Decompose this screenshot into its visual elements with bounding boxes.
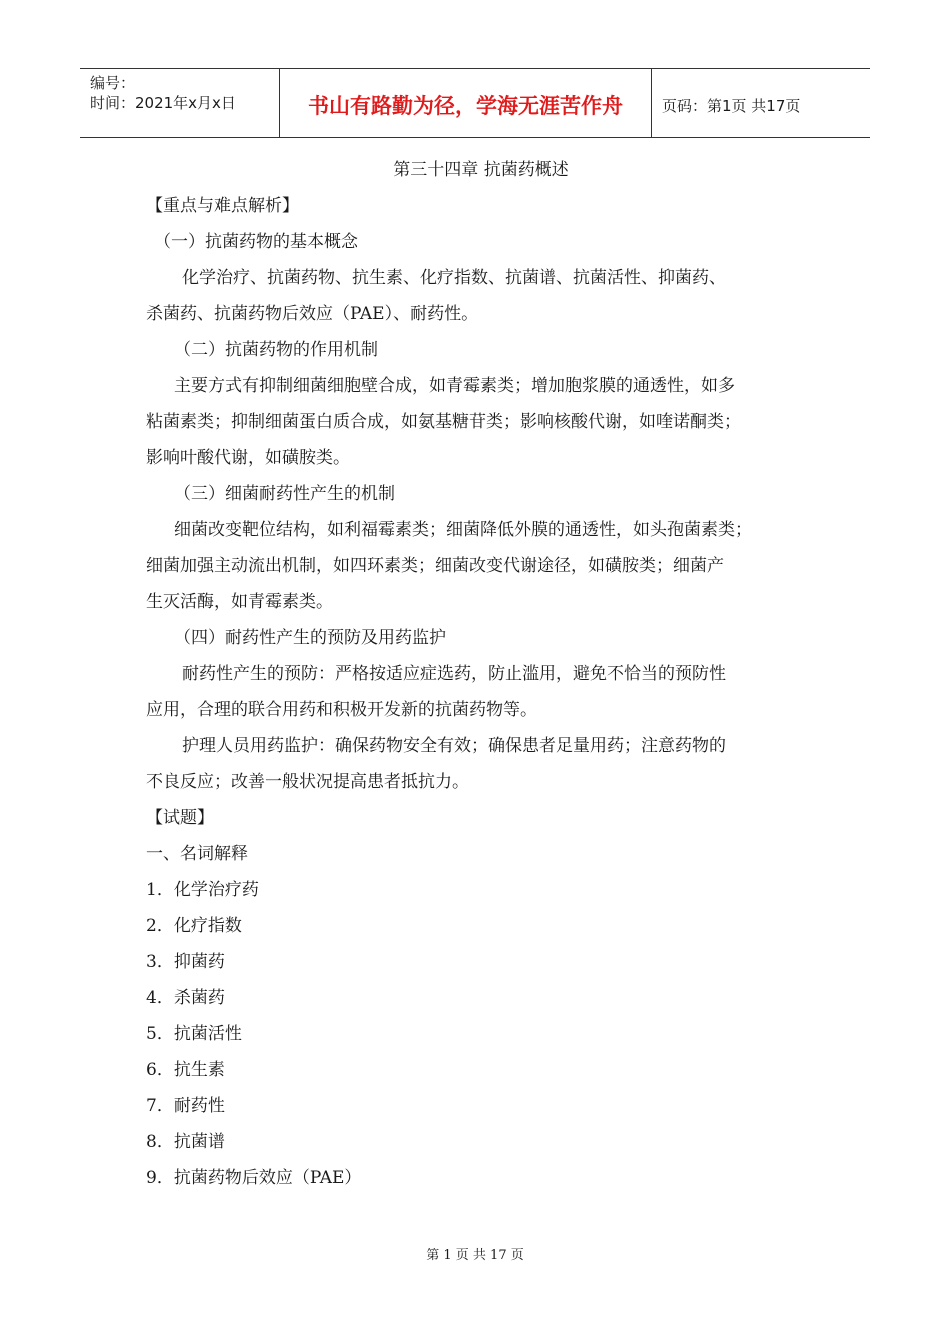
term-item: 9．抗菌药物后效应（PAE）: [146, 1168, 362, 1188]
header-page-info: 页码：第1页 共17页: [662, 96, 801, 115]
term-item: 2．化疗指数: [146, 916, 242, 936]
paragraph-line: 化学治疗、抗菌药物、抗生素、化疗指数、抗菌谱、抗菌活性、抑菌药、: [182, 268, 726, 288]
subsection-title: （一）抗菌药物的基本概念: [154, 232, 358, 252]
paragraph-line: 耐药性产生的预防：严格按适应症选药，防止滥用，避免不恰当的预防性: [182, 664, 726, 684]
document-body: [146, 152, 816, 1196]
paragraph-line: 杀菌药、抗菌药物后效应（PAE）、耐药性。: [146, 304, 479, 324]
subsection-title: （四）耐药性产生的预防及用药监护: [174, 628, 446, 648]
paragraph-line: 不良反应；改善一般状况提高患者抵抗力。: [146, 772, 469, 792]
section-exam: 【试题】: [146, 808, 214, 828]
term-item: 5．抗菌活性: [146, 1024, 242, 1044]
section-key-points: 【重点与难点解析】: [146, 196, 299, 216]
paragraph-line: 生灭活酶，如青霉素类。: [146, 592, 333, 612]
paragraph-line: 应用，合理的联合用药和积极开发新的抗菌药物等。: [146, 700, 537, 720]
time-label: 时间：2021年x月x日: [90, 94, 236, 112]
subsection-title: （二）抗菌药物的作用机制: [174, 340, 378, 360]
paragraph-line: 主要方式有抑制细菌细胞壁合成，如青霉素类；增加胞浆膜的通透性，如多: [174, 376, 735, 396]
paragraph-line: 护理人员用药监护：确保药物安全有效；确保患者足量用药；注意药物的: [182, 736, 726, 756]
chapter-title: 第三十四章 抗菌药概述: [393, 160, 569, 180]
term-item: 6．抗生素: [146, 1060, 225, 1080]
page-footer: 第 1 页 共 17 页: [426, 1248, 524, 1263]
paragraph-line: 细菌改变靶位结构，如利福霉素类；细菌降低外膜的通透性，如头孢菌素类；: [174, 520, 752, 540]
paragraph-line: 影响叶酸代谢，如磺胺类。: [146, 448, 350, 468]
term-item: 3．抑菌药: [146, 952, 225, 972]
paragraph-line: 粘菌素类；抑制细菌蛋白质合成，如氨基糖苷类；影响核酸代谢，如喹诺酮类；: [146, 412, 741, 432]
header-motto: 书山有路勤为径，学海无涯苦作舟: [280, 69, 652, 137]
page-header: [80, 68, 870, 138]
term-item: 4．杀菌药: [146, 988, 225, 1008]
number-label: 编号：: [90, 74, 136, 92]
subsection-title: （三）细菌耐药性产生的机制: [174, 484, 395, 504]
term-item: 8．抗菌谱: [146, 1132, 225, 1152]
term-item: 1．化学治疗药: [146, 880, 259, 900]
paragraph-line: 细菌加强主动流出机制，如四环素类；细菌改变代谢途径，如磺胺类；细菌产: [146, 556, 724, 576]
term-item: 7．耐药性: [146, 1096, 225, 1116]
exam-part-title: 一、名词解释: [146, 844, 248, 864]
header-meta: [80, 69, 280, 137]
